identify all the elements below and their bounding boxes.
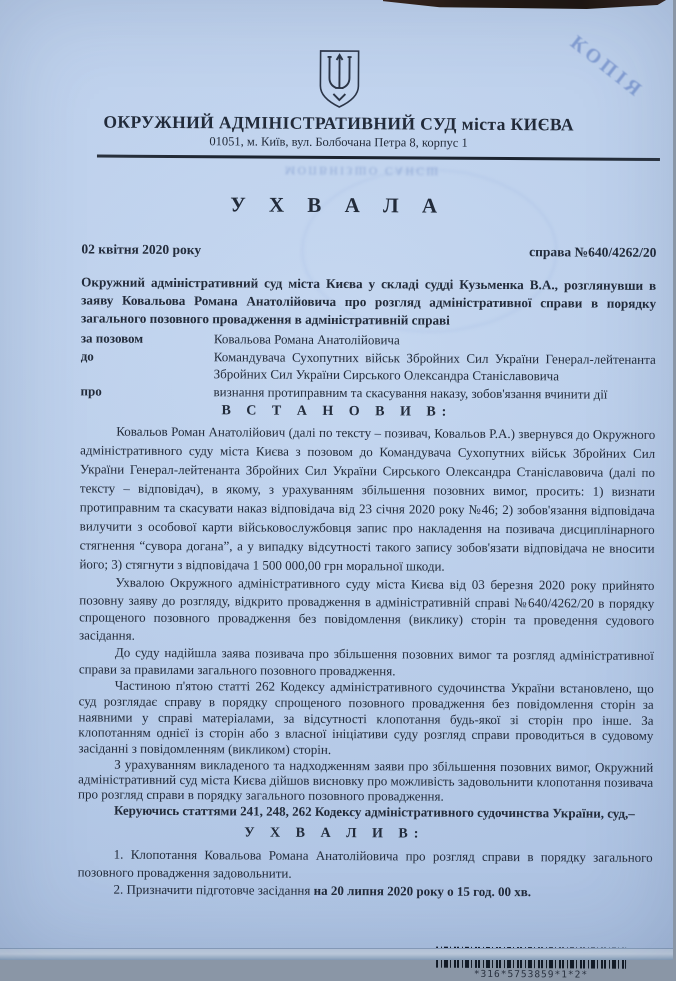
body-paragraphs (78, 421, 655, 821)
case-number: справа №640/4262/20 (529, 244, 656, 261)
ghost-stamp-imprint: МОПВНІЗШО САНСШ (285, 164, 441, 177)
copy-watermark: КОПІЯ (565, 31, 648, 103)
photo-bottom-edge (0, 948, 673, 960)
party-row-subject (80, 382, 655, 403)
party-label: про (80, 382, 213, 400)
ruling-item-text: 2. Призначити підготовче засідання (113, 882, 313, 898)
ukraine-trident-icon (316, 50, 362, 108)
party-label: до (81, 347, 214, 383)
party-label: за позовом (81, 329, 214, 347)
paragraph: Ковальов Роман Анатолійович (далі по тексту – позивач, Ковальов Р.А.) звернувся до Окружного адміністративного суду міста Києва з позовом до Командувача Сухопутних військ Збройних Сил України Генерал-лейтенанта Збройних Сил України Сирського Олександра Станіславовича (далі по тексту – відповідач), в якому, з урахуванням збільшення позовних вимог, просить: 1) визнати протиправним та скасувати наказ відповідача від 23 січня 2020 року №46; 2) зобов'язання відповідача вилучити з особової карти військовослужбовця запис про накладення на позивача дисциплінарного стягнення “сувора догана”, а у випадку відсутності такого запису зобов'язати відповідача не вносити його; 3) стягнути з відповідача 1 500 000,00 грн моральної шкоди. (79, 421, 655, 577)
stamp-ghost-circle (301, 168, 558, 334)
ruling-item-1 (78, 846, 653, 885)
paragraph: З урахуванням викладеного та надходженням заяви про збільшення позовних вимог, Окружний адміністративний суд міста Києва дійшов висновку про можливість задовольнити клопотання позивача про розгляд справи в порядку загального позовного провадження. (78, 756, 653, 805)
established-heading: В С Т А Н О В И В: (0, 401, 673, 423)
court-name: ОКРУЖНИЙ АДМІНІСТРАТИВНИЙ СУД міста КИЄВА (2, 110, 675, 136)
paragraph: До суду надійшла заява позивача про збільшення позовних вимог та розгляд адміністративної справи за правилами загального позовного провадження. (79, 643, 654, 681)
document-date: 02 квітня 2020 року (81, 241, 201, 258)
barcode-label: *316*5753859*1*2* (436, 968, 626, 980)
court-address: 01051, м. Київ, вул. Болбочана Петра 8, корпус 1 (2, 132, 675, 152)
document-title: У Х В А Л А (2, 189, 675, 221)
paragraph: Ухвалою Окружного адміністративного суду міста Києва від 03 березня 2020 року прийнято позовну заяву до розгляду, відкрито провадження в адміністративній справі №640/4262/20 в порядку спрощеного позовного провадження без повідомлення (виклику) сторін та проведення судового засідання. (79, 573, 654, 647)
document-body (77, 273, 656, 980)
guided-by-paragraph: Керуючись статтями 241, 248, 262 Кодексу адміністративного судочинства України, суд,– (78, 802, 653, 821)
parties-section (80, 329, 655, 403)
ruling-items (77, 846, 652, 902)
party-value: Командувача Сухопутних військ Збройних Сил України Генерал-лейтенанта Збройних Сил України Сирського Олександра Станіславовича (214, 348, 656, 386)
ruling-item-text: 1. Клопотання Ковальова Романа Анатолійовича про розгляд справи в порядку загального позовного провадження задовольнити. (78, 847, 653, 881)
party-value: Ковальова Романа Анатолійовича (214, 330, 656, 350)
intro-paragraph: Окружний адміністративний суд міста Києва у складі судді Кузьменка В.А., розглянувши в заяву Ковальова Романа Анатолійовича про розгляд адміністративної справи в порядку загального позовного провадження в адміністративній справі (81, 273, 656, 331)
ruling-item-bold: на 20 липня 2020 року о 15 год. 00 хв. (314, 883, 531, 899)
ruled-heading: У Х В А Л И В: (0, 823, 671, 845)
paragraph: Частиною п'ятою статті 262 Кодексу адміністративного судочинства України встановлено, що суд розглядає справу в порядку спрощеного позовного провадження без повідомлення сторін за наявними у справі матеріалами, за відсутності клопотання будь-якої зі сторін про інше. За клопотанням однієї із сторін або з власної ініціативи суду розгляд справи проводиться в судовому засіданні з повідомленням (викликом) сторін. (78, 677, 653, 759)
party-row-defendant (81, 347, 656, 386)
party-value: визнання протиправним та скасування наказу, зобов'язання вчинити дії (213, 383, 655, 403)
header-divider (97, 155, 660, 161)
ruling-item-2 (77, 881, 652, 902)
